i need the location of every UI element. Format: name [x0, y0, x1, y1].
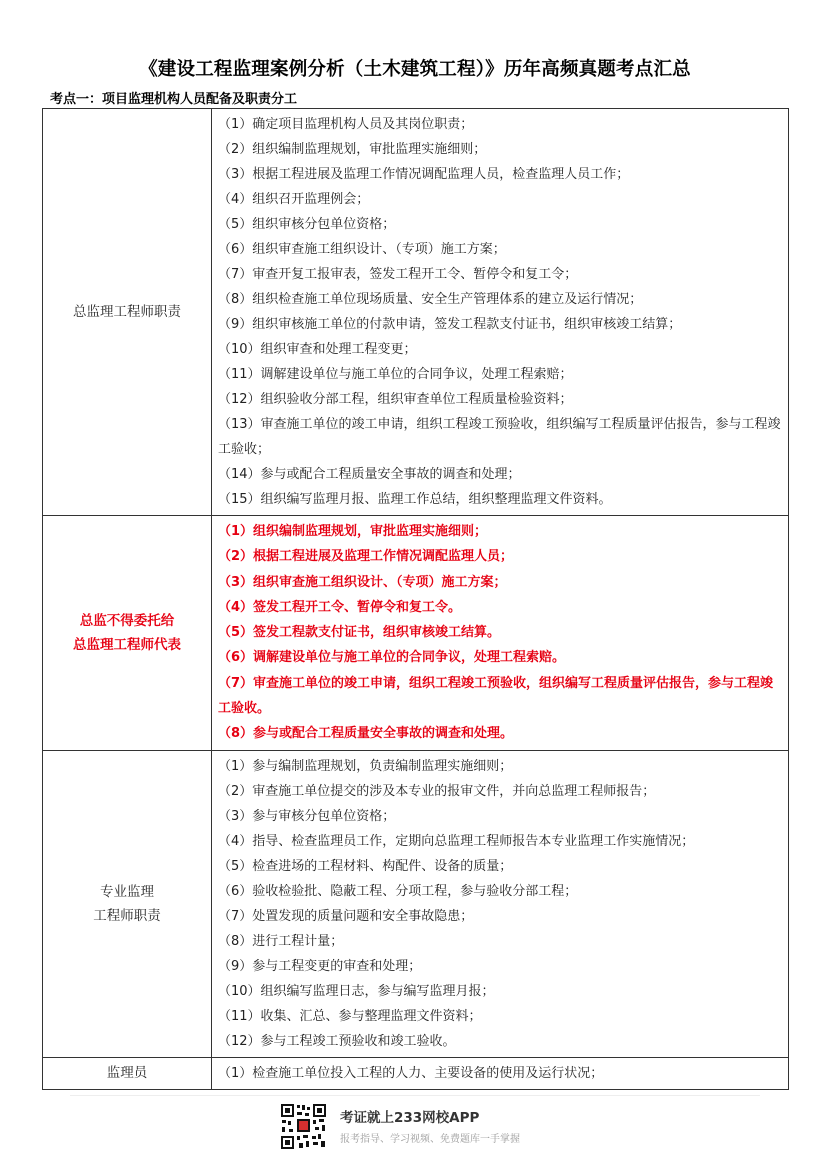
role-label: 总监不得委托给 — [79, 612, 175, 629]
list-item: （11）调解建设单位与施工单位的合同争议，处理工程索赔； — [218, 367, 573, 382]
list-item: （2）组织编制监理规划，审批监理实施细则； — [218, 142, 487, 157]
duties-cell — [212, 516, 789, 751]
list-item: （4）组织召开监理例会； — [218, 192, 370, 207]
list-item: （7）处置发现的质量问题和安全事故隐患； — [218, 908, 474, 924]
table-row — [43, 750, 789, 1057]
role-cell — [43, 750, 212, 1057]
role-label: 总监理工程师职责 — [73, 304, 181, 320]
list-item: （6）验收检验批、隐蔽工程、分项工程，参与验收分部工程； — [218, 883, 578, 899]
list-item: （5）签发工程款支付证书，组织审核竣工结算。 — [218, 625, 501, 641]
duties-table — [42, 108, 789, 1090]
list-item: （9）组织审核施工单位的付款申请，签发工程款支付证书，组织审核竣工结算； — [218, 317, 682, 332]
list-item: （10）组织编写监理日志，参与编写监理月报； — [218, 983, 495, 999]
list-item: （8）参与或配合工程质量安全事故的调查和处理。 — [218, 726, 514, 742]
role-label: 总监理工程师代表 — [73, 636, 181, 653]
page-title: 《建设工程监理案例分析（土木建筑工程）》历年高频真题考点汇总 — [139, 59, 691, 80]
duties-cell — [212, 109, 789, 516]
role-cell — [43, 109, 212, 516]
table-row — [43, 1057, 789, 1089]
qr-code-icon[interactable] — [280, 1103, 327, 1150]
list-item: （8）组织检查施工单位现场质量、安全生产管理体系的建立及运行情况； — [218, 292, 643, 307]
table-row — [43, 516, 789, 751]
list-item: （1）组织编制监理规划，审批监理实施细则； — [218, 524, 488, 539]
role-label: 专业监理 — [100, 883, 154, 900]
list-item: （9）参与工程变更的审查和处理； — [218, 958, 422, 974]
list-item: （11）收集、汇总、参与整理监理文件资料； — [218, 1008, 482, 1024]
role-label: 监理员 — [106, 1065, 148, 1082]
role-cell — [43, 516, 212, 751]
section-heading: 考点一：项目监理机构人员配备及职责分工 — [50, 92, 298, 107]
list-item: （1）参与编制监理规划，负责编制监理实施细则； — [218, 758, 513, 774]
list-item: （12）组织验收分部工程，组织审查单位工程质量检验资料； — [218, 392, 573, 407]
list-item: （2）审查施工单位提交的涉及本专业的报审文件，并向总监理工程师报告； — [218, 783, 656, 799]
list-item: （8）进行工程计量； — [218, 933, 344, 949]
list-item: （1）检查施工单位投入工程的人力、主要设备的使用及运行状况； — [218, 1065, 604, 1081]
list-item: （3）参与审核分包单位资格； — [218, 808, 396, 824]
list-item: （4）指导、检查监理员工作，定期向总监理工程师报告本专业监理工作实施情况； — [218, 833, 695, 849]
list-item: （7）审查施工单位的竣工申请，组织工程竣工预验收，组织编写工程质量评估报告，参与工程竣工验收。 — [218, 675, 774, 717]
list-item: （5）检查进场的工程材料、构配件、设备的质量； — [218, 858, 513, 874]
footer-divider — [70, 1095, 760, 1096]
list-item: （2）根据工程进展及监理工作情况调配监理人员； — [218, 549, 514, 565]
list-item: （10）组织审查和处理工程变更； — [218, 342, 417, 357]
list-item: （14）参与或配合工程质量安全事故的调查和处理； — [218, 467, 521, 482]
role-label: 工程师职责 — [93, 907, 161, 924]
list-item: （12）参与工程竣工预验收和竣工验收。 — [218, 1033, 456, 1049]
footer-tagline: 报考指导、学习视频、免费题库一手掌握 — [340, 1134, 520, 1145]
list-item: （3）根据工程进展及监理工作情况调配监理人员，检查监理人员工作； — [218, 167, 630, 182]
footer-app-promo: 考证就上233网校APP — [340, 1110, 480, 1126]
list-item: （15）组织编写监理月报、监理工作总结，组织整理监理文件资料。 — [218, 492, 612, 507]
list-item: （5）组织审核分包单位资格； — [218, 217, 396, 232]
list-item: （13）审查施工单位的竣工申请，组织工程竣工预验收，组织编写工程质量评估报告，参与工程竣工验收； — [218, 417, 781, 457]
role-cell — [43, 1057, 212, 1089]
list-item: （3）组织审查施工组织设计、（专项）施工方案； — [218, 574, 507, 590]
list-item: （4）签发工程开工令、暂停令和复工令。 — [218, 599, 462, 615]
table-row — [43, 109, 789, 516]
list-item: （1）确定项目监理机构人员及其岗位职责； — [218, 117, 474, 132]
duties-cell — [212, 1057, 789, 1089]
list-item: （7）审查开复工报审表，签发工程开工令、暂停令和复工令； — [218, 267, 578, 282]
duties-cell — [212, 750, 789, 1057]
list-item: （6）调解建设单位与施工单位的合同争议，处理工程索赔。 — [218, 650, 566, 666]
list-item: （6）组织审查施工组织设计、（专项）施工方案； — [218, 242, 506, 257]
